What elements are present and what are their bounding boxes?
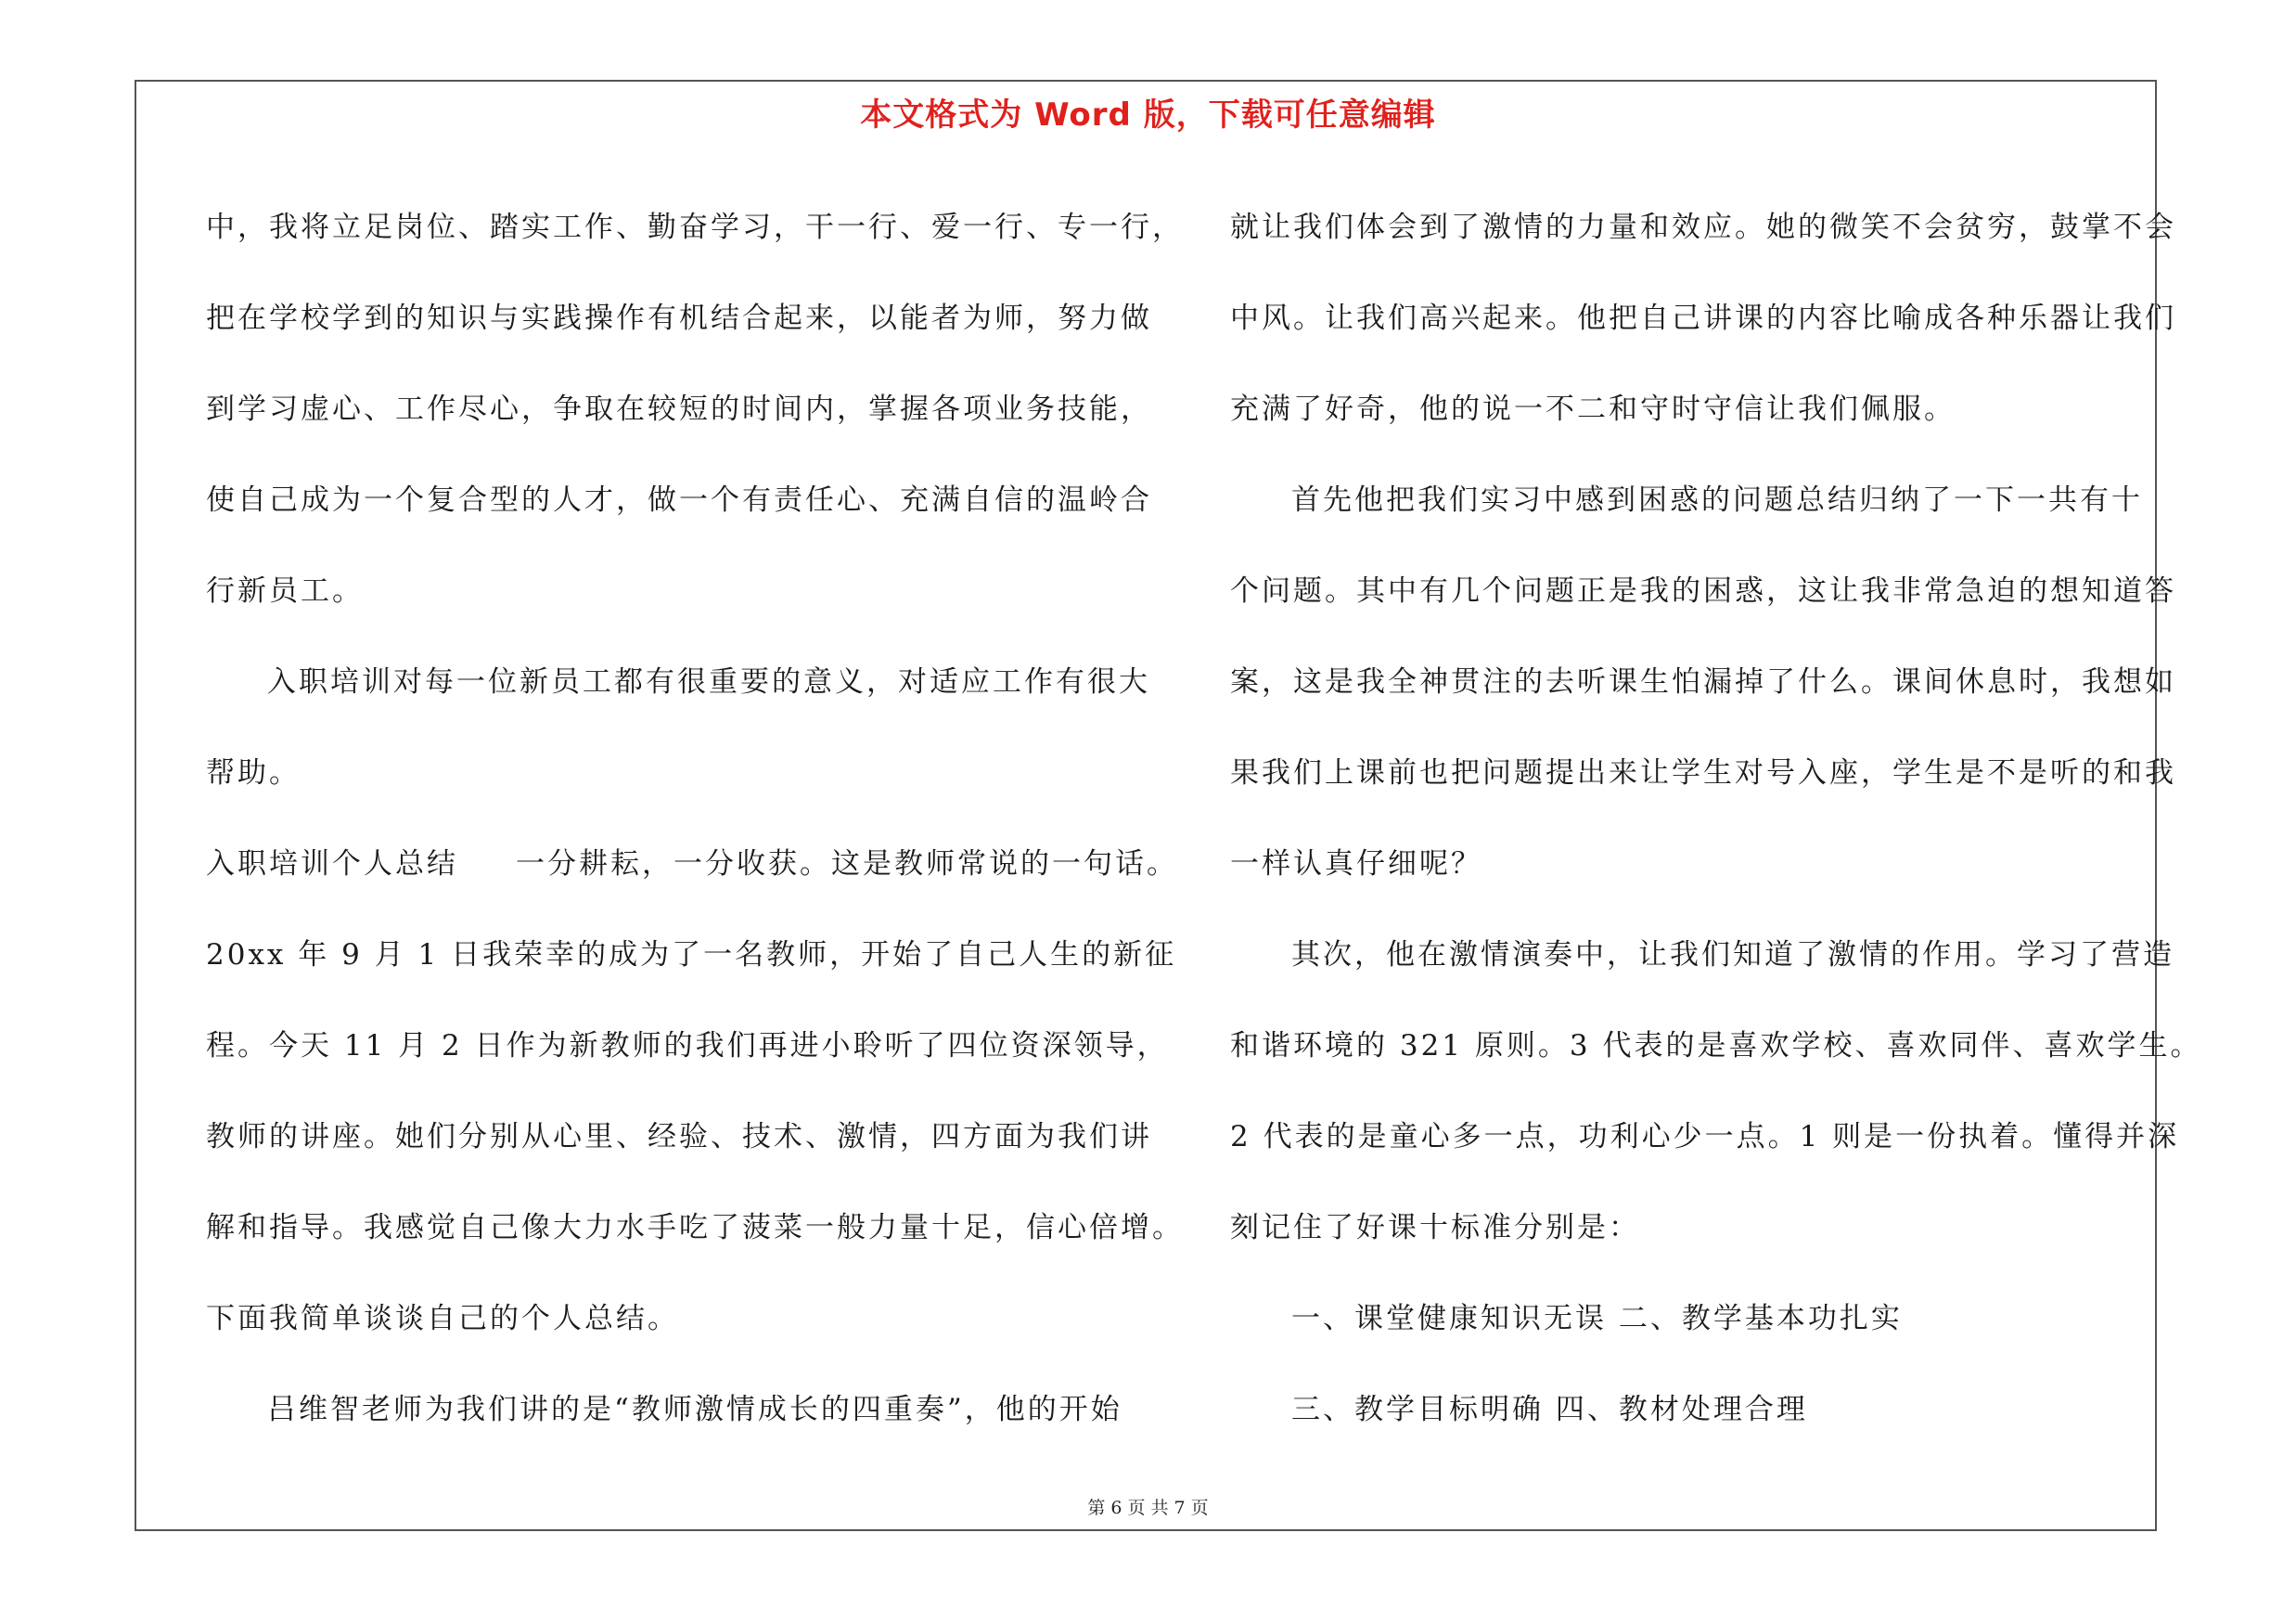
text-line xyxy=(206,818,1178,909)
text-line: 中，我将立足岗位、踏实工作、勤奋学习，干一行、爱一行、专一行， xyxy=(206,211,1184,244)
text-line: 和谐环境的 321 原则。3 代表的是喜欢学校、喜欢同伴、喜欢学生。 xyxy=(1230,1029,2202,1063)
text-line: 就让我们体会到了激情的力量和效应。她的微笑不会贫穷，鼓掌不会 xyxy=(1230,211,2176,244)
text-line: 案，这是我全神贯注的去听课生怕漏掉了什么。课间休息时，我想如 xyxy=(1230,665,2176,699)
text-line: 首先他把我们实习中感到困惑的问题总结归纳了一下一共有十 xyxy=(1291,483,2143,517)
text-line: 中风。让我们高兴起来。他把自己讲课的内容比喻成各种乐器让我们 xyxy=(1230,302,2176,335)
text-line: 把在学校学到的知识与实践操作有机结合起来，以能者为师，努力做 xyxy=(206,302,1152,335)
text-line: 到学习虚心、工作尽心，争取在较短的时间内，掌握各项业务技能， xyxy=(206,393,1152,426)
text-line: 行新员工。 xyxy=(206,574,364,608)
text-line: 个问题。其中有几个问题正是我的困惑，这让我非常急迫的想知道答 xyxy=(1230,574,2176,608)
text-line: 吕维智老师为我们讲的是“教师激情成长的四重奏”，他的开始 xyxy=(267,1393,1122,1426)
text-line: 帮助。 xyxy=(206,756,301,790)
text-line: 一样认真仔细呢？ xyxy=(1230,847,1482,881)
text-line: 其次，他在激情演奏中，让我们知道了激情的作用。学习了营造 xyxy=(1291,938,2174,972)
section-heading: 入职培训个人总结 xyxy=(206,847,458,881)
text-line: 下面我简单谈谈自己的个人总结。 xyxy=(206,1302,679,1335)
text-line: 解和指导。我感觉自己像大力水手吃了菠菜一般力量十足，信心倍增。 xyxy=(206,1211,1184,1244)
format-banner: 本文格式为 Word 版，下载可任意编辑 xyxy=(860,97,1436,134)
text-segment: 一分耕耘，一分收获。这是教师常说的一句话。 xyxy=(516,847,1178,881)
page-footer: 第 6 页 共 7 页 xyxy=(1087,1498,1209,1518)
text-line: 果我们上课前也把问题提出来让学生对号入座，学生是不是听的和我 xyxy=(1230,756,2176,790)
text-line: 一、课堂健康知识无误 二、教学基本功扎实 xyxy=(1291,1302,1903,1335)
text-line: 教师的讲座。她们分别从心里、经验、技术、激情，四方面为我们讲 xyxy=(206,1120,1152,1153)
right-column xyxy=(1230,182,2202,1455)
text-line: 20xx 年 9 月 1 日我荣幸的成为了一名教师，开始了自己人生的新征 xyxy=(206,938,1177,972)
text-line: 入职培训对每一位新员工都有很重要的意义，对适应工作有很大 xyxy=(267,665,1150,699)
text-line: 程。今天 11 月 2 日作为新教师的我们再进小聆听了四位资深领导， xyxy=(206,1029,1169,1063)
left-column xyxy=(206,182,1184,1455)
text-line: 使自己成为一个复合型的人才，做一个有责任心、充满自信的温岭合 xyxy=(206,483,1152,517)
text-line: 充满了好奇，他的说一不二和守时守信让我们佩服。 xyxy=(1230,393,1956,426)
text-line: 刻记住了好课十标准分别是： xyxy=(1230,1211,1640,1244)
text-line: 三、教学目标明确 四、教材处理合理 xyxy=(1291,1393,1808,1426)
text-line: 2 代表的是童心多一点，功利心少一点。1 则是一份执着。懂得并深 xyxy=(1230,1120,2180,1153)
